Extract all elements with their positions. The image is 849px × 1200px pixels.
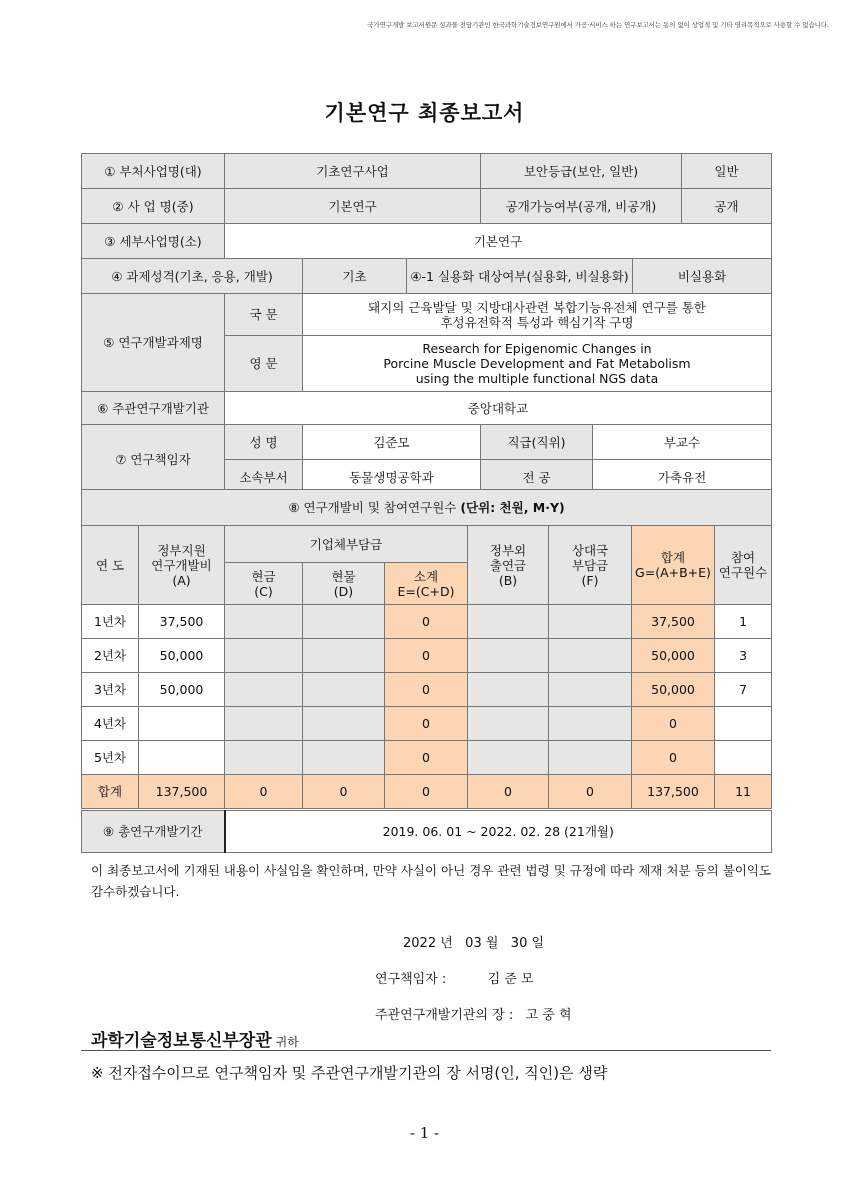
row-people (715, 741, 772, 775)
row-subtotal: 0 (385, 673, 468, 707)
institution-label: ⑥ 주관연구개발기관 (82, 392, 225, 425)
header-nongov-line-1: 정부외 (489, 542, 527, 558)
row-kind (303, 605, 385, 639)
header-cash (225, 563, 303, 605)
english-title-label: 영 문 (225, 336, 303, 392)
header-cash-line-2: (C) (254, 583, 273, 599)
header-nongov (468, 526, 549, 605)
row-gov: 50,000 (139, 673, 225, 707)
row-nongov (468, 605, 549, 639)
row-cash (225, 741, 303, 775)
budget-section-title (82, 490, 772, 526)
header-gov-line-2: 연구개발비 (151, 557, 212, 573)
copyright-notice: 국가연구개발 보고서원문 성과물 전담기관인 한국과학기술정보연구원에서 가공·서비스 하는 연구보고서는 동의 없이 상업적 및 기타 영리목적으로 사용할 수 없습니다. (367, 21, 829, 29)
disclosure-value: 공개 (682, 189, 772, 224)
recipient-name: 과학기술정보통신부장관 (91, 1031, 272, 1051)
period-table (81, 810, 772, 853)
header-gov-line-3: (A) (172, 572, 191, 588)
row-cash (225, 707, 303, 741)
row-subtotal: 0 (385, 639, 468, 673)
row-nongov (468, 639, 549, 673)
header-participants (715, 526, 772, 605)
project-info-table (81, 153, 772, 495)
korean-title-label: 국 문 (225, 294, 303, 336)
row-subtotal: 0 (385, 707, 468, 741)
row-gov (139, 707, 225, 741)
table-row (82, 707, 772, 741)
header-total-line-1: 합계 (660, 550, 686, 565)
researcher-label: ⑦ 연구책임자 (82, 425, 225, 495)
period-label: ⑨ 총연구개발기간 (82, 811, 225, 853)
row-total: 37,500 (632, 605, 715, 639)
row-people: 7 (715, 673, 772, 707)
total-nongov: 0 (468, 775, 549, 809)
header-partner (549, 526, 632, 605)
row-people: 1 (715, 605, 772, 639)
sub-program-label: ③ 세부사업명(소) (82, 224, 225, 259)
header-in-kind (303, 563, 385, 605)
commercialization-label: ④-1 실용화 대상여부(실용화, 비실용화) (407, 259, 633, 294)
korean-title-value (303, 294, 772, 336)
table-row (82, 741, 772, 775)
project-nature-label: ④ 과제성격(기초, 응용, 개발) (82, 259, 303, 294)
project-nature-value: 기초 (303, 259, 407, 294)
budget-table (81, 489, 772, 809)
submission-date: 2022 년 03 월 30 일 (403, 936, 545, 951)
disclosure-label: 공개가능여부(공개, 비공개) (481, 189, 682, 224)
header-nongov-line-2: 출연금 (489, 557, 527, 573)
name-label: 성 명 (225, 425, 303, 460)
page-number: - 1 - (409, 1124, 440, 1142)
english-title-line-1: Research for Epigenomic Changes in (422, 341, 652, 356)
row-partner (549, 741, 632, 775)
row-total: 0 (632, 707, 715, 741)
sub-program-value: 기본연구 (225, 224, 772, 259)
rank-label: 직급(직위) (481, 425, 593, 460)
rank-value: 부교수 (593, 425, 772, 460)
row-total: 0 (632, 741, 715, 775)
total-partner: 0 (549, 775, 632, 809)
ministry-program-label: ① 부처사업명(대) (82, 154, 225, 189)
row-cash (225, 639, 303, 673)
principal-investigator: 연구책임자 : 김 준 모 (375, 972, 534, 987)
row-cash (225, 605, 303, 639)
english-title-line-3: using the multiple functional NGS data (415, 371, 659, 386)
program-name-label: ② 사 업 명(중) (82, 189, 225, 224)
pledge-statement: 이 최종보고서에 기재된 내용이 사실임을 확인하며, 만약 사실이 아닌 경우 관련 법령 및 규정에 따라 제재 처분 등의 불이익도 감수하겠습니다. (91, 863, 771, 899)
row-nongov (468, 673, 549, 707)
row-year: 3년차 (82, 673, 139, 707)
header-subtotal-line-2: E=(C+D) (397, 583, 455, 599)
english-title-value (303, 336, 772, 392)
header-year: 연 도 (82, 526, 139, 605)
row-kind (303, 673, 385, 707)
total-kind: 0 (303, 775, 385, 809)
row-year: 2년차 (82, 639, 139, 673)
project-title-label: ⑤ 연구개발과제명 (82, 294, 225, 392)
header-kind-line-2: (D) (333, 583, 354, 599)
total-subtotal: 0 (385, 775, 468, 809)
header-partner-line-1: 상대국 (571, 542, 609, 558)
table-total-row (82, 775, 772, 809)
row-partner (549, 639, 632, 673)
row-gov (139, 741, 225, 775)
security-level-label: 보안등급(보안, 일반) (481, 154, 682, 189)
recipient-suffix: 귀하 (275, 1035, 299, 1049)
row-partner (549, 605, 632, 639)
row-people (715, 707, 772, 741)
row-year: 1년차 (82, 605, 139, 639)
row-nongov (468, 707, 549, 741)
header-company-share: 기업체부담금 (225, 526, 468, 563)
english-title-line-2: Porcine Muscle Development and Fat Metabolism (383, 356, 691, 371)
row-total: 50,000 (632, 639, 715, 673)
header-kind-line-1: 현물 (331, 568, 356, 584)
row-kind (303, 639, 385, 673)
security-level-value: 일반 (682, 154, 772, 189)
row-subtotal: 0 (385, 741, 468, 775)
budget-unit-note: (단위: 천원, M·Y) (460, 500, 565, 515)
total-label: 합계 (82, 775, 139, 809)
header-nongov-line-3: (B) (498, 572, 518, 588)
total-cash: 0 (225, 775, 303, 809)
header-gov-funding (139, 526, 225, 605)
header-people-line-1: 참여 (730, 550, 756, 565)
institution-head: 주관연구개발기관의 장 : 고 중 혁 (375, 1008, 572, 1023)
total-people: 11 (715, 775, 772, 809)
row-year: 5년차 (82, 741, 139, 775)
divider (81, 1050, 771, 1051)
commercialization-value: 비실용화 (633, 259, 772, 294)
budget-section-label: ⑧ 연구개발비 및 참여연구원수 (288, 500, 457, 515)
header-cash-line-1: 현금 (251, 568, 276, 584)
ministry-program-value: 기초연구사업 (225, 154, 481, 189)
header-partner-line-2: 부담금 (571, 557, 609, 573)
page-title: 기본연구 최종보고서 (324, 101, 525, 125)
row-kind (303, 707, 385, 741)
row-gov: 50,000 (139, 639, 225, 673)
header-people-line-2: 연구원수 (718, 565, 768, 580)
footnote: ※ 전자접수이므로 연구책임자 및 주관연구개발기관의 장 서명(인, 직인)은 생략 (91, 1064, 608, 1082)
row-people: 3 (715, 639, 772, 673)
recipient (91, 1026, 299, 1051)
major-label: 전 공 (481, 460, 593, 495)
header-subtotal-line-1: 소계 (413, 568, 439, 584)
row-nongov (468, 741, 549, 775)
department-label: 소속부서 (225, 460, 303, 495)
header-subtotal (385, 563, 468, 605)
total-gov: 137,500 (139, 775, 225, 809)
row-partner (549, 707, 632, 741)
total-sum: 137,500 (632, 775, 715, 809)
row-cash (225, 673, 303, 707)
department-value: 동물생명공학과 (303, 460, 481, 495)
row-gov: 37,500 (139, 605, 225, 639)
program-name-value: 기본연구 (225, 189, 481, 224)
row-partner (549, 673, 632, 707)
row-subtotal: 0 (385, 605, 468, 639)
header-partner-line-3: (F) (581, 572, 599, 588)
header-total (632, 526, 715, 605)
name-value: 김준모 (303, 425, 481, 460)
header-total-line-2: G=(A+B+E) (635, 565, 711, 580)
table-row (82, 639, 772, 673)
table-row (82, 605, 772, 639)
row-year: 4년차 (82, 707, 139, 741)
period-value: 2019. 06. 01 ~ 2022. 02. 28 (21개월) (225, 811, 772, 853)
table-row (82, 673, 772, 707)
korean-title-line-2: 후성유전학적 특성과 핵심기작 구명 (440, 314, 634, 330)
institution-value: 중앙대학교 (225, 392, 772, 425)
header-gov-line-1: 정부지원 (157, 542, 206, 558)
korean-title-line-1: 돼지의 근육발달 및 지방대사관련 복합기능유전체 연구를 통한 (368, 299, 706, 315)
row-kind (303, 741, 385, 775)
major-value: 가축유전 (593, 460, 772, 495)
row-total: 50,000 (632, 673, 715, 707)
